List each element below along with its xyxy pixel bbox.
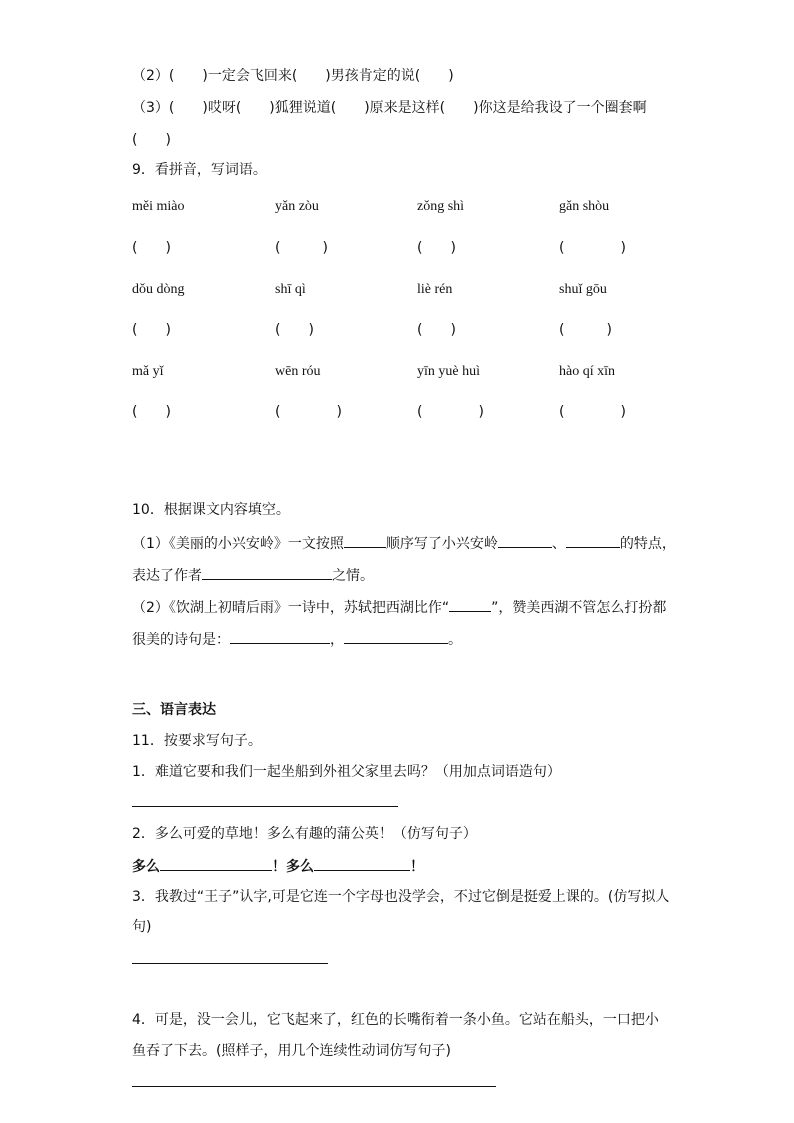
pinyin: yǎn zòu	[275, 199, 319, 214]
q11-item-4: 4．可是，没一会儿，它飞起来了，红色的长嘴衔着一条小鱼。它站在船头，一口把小	[132, 1012, 659, 1028]
q10-text: 、	[551, 536, 566, 552]
q10-line-3	[132, 596, 666, 618]
answer-blank[interactable]: ( )	[417, 322, 456, 338]
q10-title: 10．根据课文内容填空。	[132, 502, 290, 518]
answer-blank[interactable]: ( )	[559, 404, 626, 420]
q10-line-2	[132, 564, 374, 586]
pinyin: liè rén	[417, 282, 453, 297]
q11-text: ！	[410, 859, 424, 875]
answer-blank[interactable]: ( )	[559, 322, 612, 338]
fill-blank[interactable]	[566, 532, 620, 548]
answer-blank[interactable]: ( )	[559, 240, 626, 256]
q10-text: 。	[448, 632, 462, 648]
q11-item-2: 2．多么可爱的草地！多么有趣的蒲公英！（仿写句子）	[132, 826, 477, 842]
q11-title: 11．按要求写句子。	[132, 733, 262, 749]
q11-item-3: 3．我教过“王子”认字,可是它连一个字母也没学会，不过它倒是挺爱上课的。(仿写拟人	[132, 889, 670, 905]
q10-text: ，	[330, 632, 344, 648]
pinyin: yīn yuè huì	[417, 364, 480, 379]
fill-blank[interactable]	[344, 628, 448, 644]
answer-blank[interactable]: ( )	[417, 240, 456, 256]
fill-blank[interactable]	[498, 532, 552, 548]
q11-item-2-answer	[132, 855, 424, 877]
pinyin: dǒu dòng	[132, 282, 185, 297]
fill-blank[interactable]	[202, 564, 332, 580]
q10-line-1	[132, 532, 676, 554]
q9-title: 9．看拼音，写词语。	[132, 162, 267, 178]
pinyin: hào qí xīn	[559, 364, 615, 379]
answer-blank[interactable]: ( )	[275, 404, 342, 420]
answer-blank[interactable]: ( )	[275, 240, 328, 256]
answer-blank[interactable]: ( )	[132, 322, 171, 338]
answer-line[interactable]	[132, 963, 328, 964]
answer-line[interactable]	[132, 806, 398, 807]
q11-item-3-cont: 句)	[132, 919, 152, 935]
answer-blank[interactable]: ( )	[275, 322, 314, 338]
answer-blank[interactable]: ( )	[132, 404, 171, 420]
fill-blank[interactable]	[230, 628, 330, 644]
q11-item-4-cont: 鱼吞了下去。(照样子，用几个连续性动词仿写句子)	[132, 1043, 451, 1059]
fill-blank[interactable]	[344, 532, 386, 548]
answer-blank[interactable]: ( )	[132, 240, 171, 256]
q10-text: （1）《美丽的小兴安岭》一文按照	[132, 536, 344, 552]
answer-blank[interactable]: ( )	[417, 404, 484, 420]
q10-text: 很美的诗句是：	[132, 632, 230, 648]
q10-text: ”，赞美西湖不管怎么打扮都	[491, 600, 667, 616]
section-heading: 三、语言表达	[132, 702, 216, 718]
pinyin: zǒng shì	[417, 199, 465, 214]
q10-text: 表达了作者	[132, 568, 202, 584]
fill-blank[interactable]	[314, 855, 410, 871]
q10-text: （2）《饮湖上初晴后雨》一诗中，苏轼把西湖比作“	[132, 600, 450, 616]
q8-item-3: （3）( )哎呀( )狐狸说道( )原来是这样( )你这是给我设了一个圈套啊	[132, 100, 647, 116]
answer-line[interactable]	[132, 1086, 496, 1087]
pinyin: wēn róu	[275, 364, 321, 379]
pinyin: mǎ yǐ	[132, 364, 164, 379]
q11-text: 多么	[132, 859, 160, 875]
q10-text: 顺序写了小兴安岭	[385, 536, 498, 552]
pinyin: shī qì	[275, 282, 306, 297]
q8-item-3-cont: ( )	[132, 132, 171, 148]
fill-blank[interactable]	[449, 596, 491, 612]
pinyin: gǎn shòu	[559, 199, 610, 214]
q10-line-4	[132, 628, 462, 650]
q11-item-1: 1．难道它要和我们一起坐船到外祖父家里去吗？（用加点词语造句）	[132, 764, 561, 780]
fill-blank[interactable]	[160, 855, 272, 871]
pinyin: shuǐ gōu	[559, 282, 607, 297]
q10-text: 的特点，	[619, 536, 676, 552]
q11-text: ！多么	[272, 859, 314, 875]
pinyin: měi miào	[132, 199, 185, 214]
q8-item-2: （2）( )一定会飞回来( )男孩肯定的说( )	[132, 68, 454, 84]
q10-text: 之情。	[332, 568, 374, 584]
